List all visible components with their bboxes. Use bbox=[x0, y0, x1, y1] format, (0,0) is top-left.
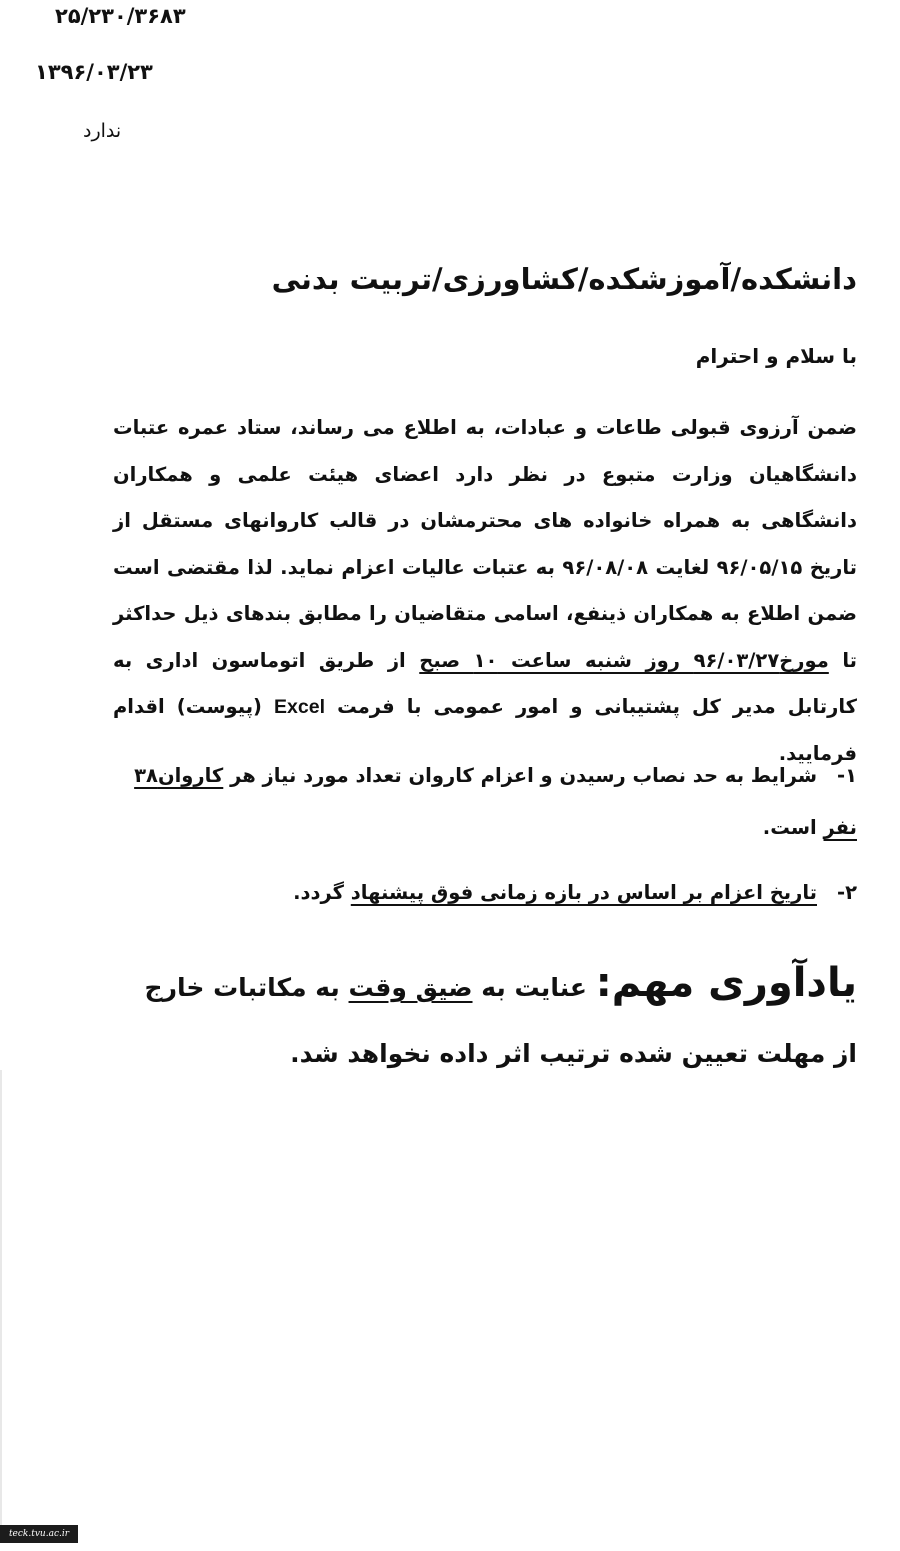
item-number: ۱- bbox=[837, 764, 857, 787]
body-text-end: (پیوست) اقدام فرمایید. bbox=[113, 695, 857, 765]
item-text: شرایط به حد نصاب رسیدن و اعزام کاروان تعداد مورد نیاز هر bbox=[223, 764, 817, 787]
reminder-text: عنایت به bbox=[472, 973, 596, 1002]
item-underlined: تاریخ اعزام بر اساس در بازه زمانی فوق پیشنهاد bbox=[350, 881, 817, 904]
item-text-end: گردد. bbox=[293, 881, 351, 904]
item-number: ۲- bbox=[837, 881, 857, 904]
reminder-text-end: به مکاتبات خارج از مهلت تعیین شده ترتیب اثر داده نخواهد شد. bbox=[144, 973, 857, 1068]
file-format: Excel bbox=[274, 696, 325, 718]
page-edge-line bbox=[0, 1070, 2, 1530]
reminder-label: یادآوری مهم: bbox=[595, 960, 857, 1006]
body-text-2: از طریق اتوماسون اداری به کارتابل مدیر کل پشتیبانی و امور عمومی با فرمت bbox=[113, 648, 858, 718]
salutation: با سلام و احترام bbox=[695, 344, 857, 368]
item-underlined: کاروان۳۸ نفر bbox=[134, 764, 857, 839]
important-reminder bbox=[113, 950, 857, 1087]
letter-number: ۲۵/۲۳۰/۳۶۸۳ bbox=[55, 4, 186, 28]
body-paragraph bbox=[113, 405, 857, 777]
list-item bbox=[113, 750, 857, 854]
body-text: ضمن آرزوی قبولی طاعات و عبادات، به اطلاع می رساند، ستاد عمره عتبات دانشگاهیان وزارت متبوع در نظر دارد اعضای هیئت علمی و همکاران دانشگاهی به همراه خانواده های محترمشان در قالب کاروانهای مستقل از تاریخ ۹۶/۰۵/۱۵ لغایت ۹۶/۰۸/۰۸ به عتبات عالیات اعزام نماید. لذا مقتضی است ضمن اطلاع به همکاران ذینفع، اسامی متقاضیان را مطابق بندهای ذیل حداکثر تا bbox=[113, 416, 857, 672]
deadline-underlined: مورخ۹۶/۰۳/۲۷ روز شنبه ساعت ۱۰ صبح bbox=[419, 648, 829, 672]
reminder-underlined: ضیق وقت bbox=[348, 973, 473, 1002]
letter-date: ۱۳۹۶/۰۳/۲۳ bbox=[35, 60, 153, 84]
item-text-end: است. bbox=[762, 816, 824, 839]
website-stamp: teck.tvu.ac.ir bbox=[0, 1525, 78, 1543]
letter-attachment: ندارد bbox=[83, 120, 122, 142]
list-item bbox=[113, 867, 857, 919]
recipient-heading: دانشکده/آموزشکده/کشاورزی/تربیت بدنی bbox=[271, 262, 857, 296]
